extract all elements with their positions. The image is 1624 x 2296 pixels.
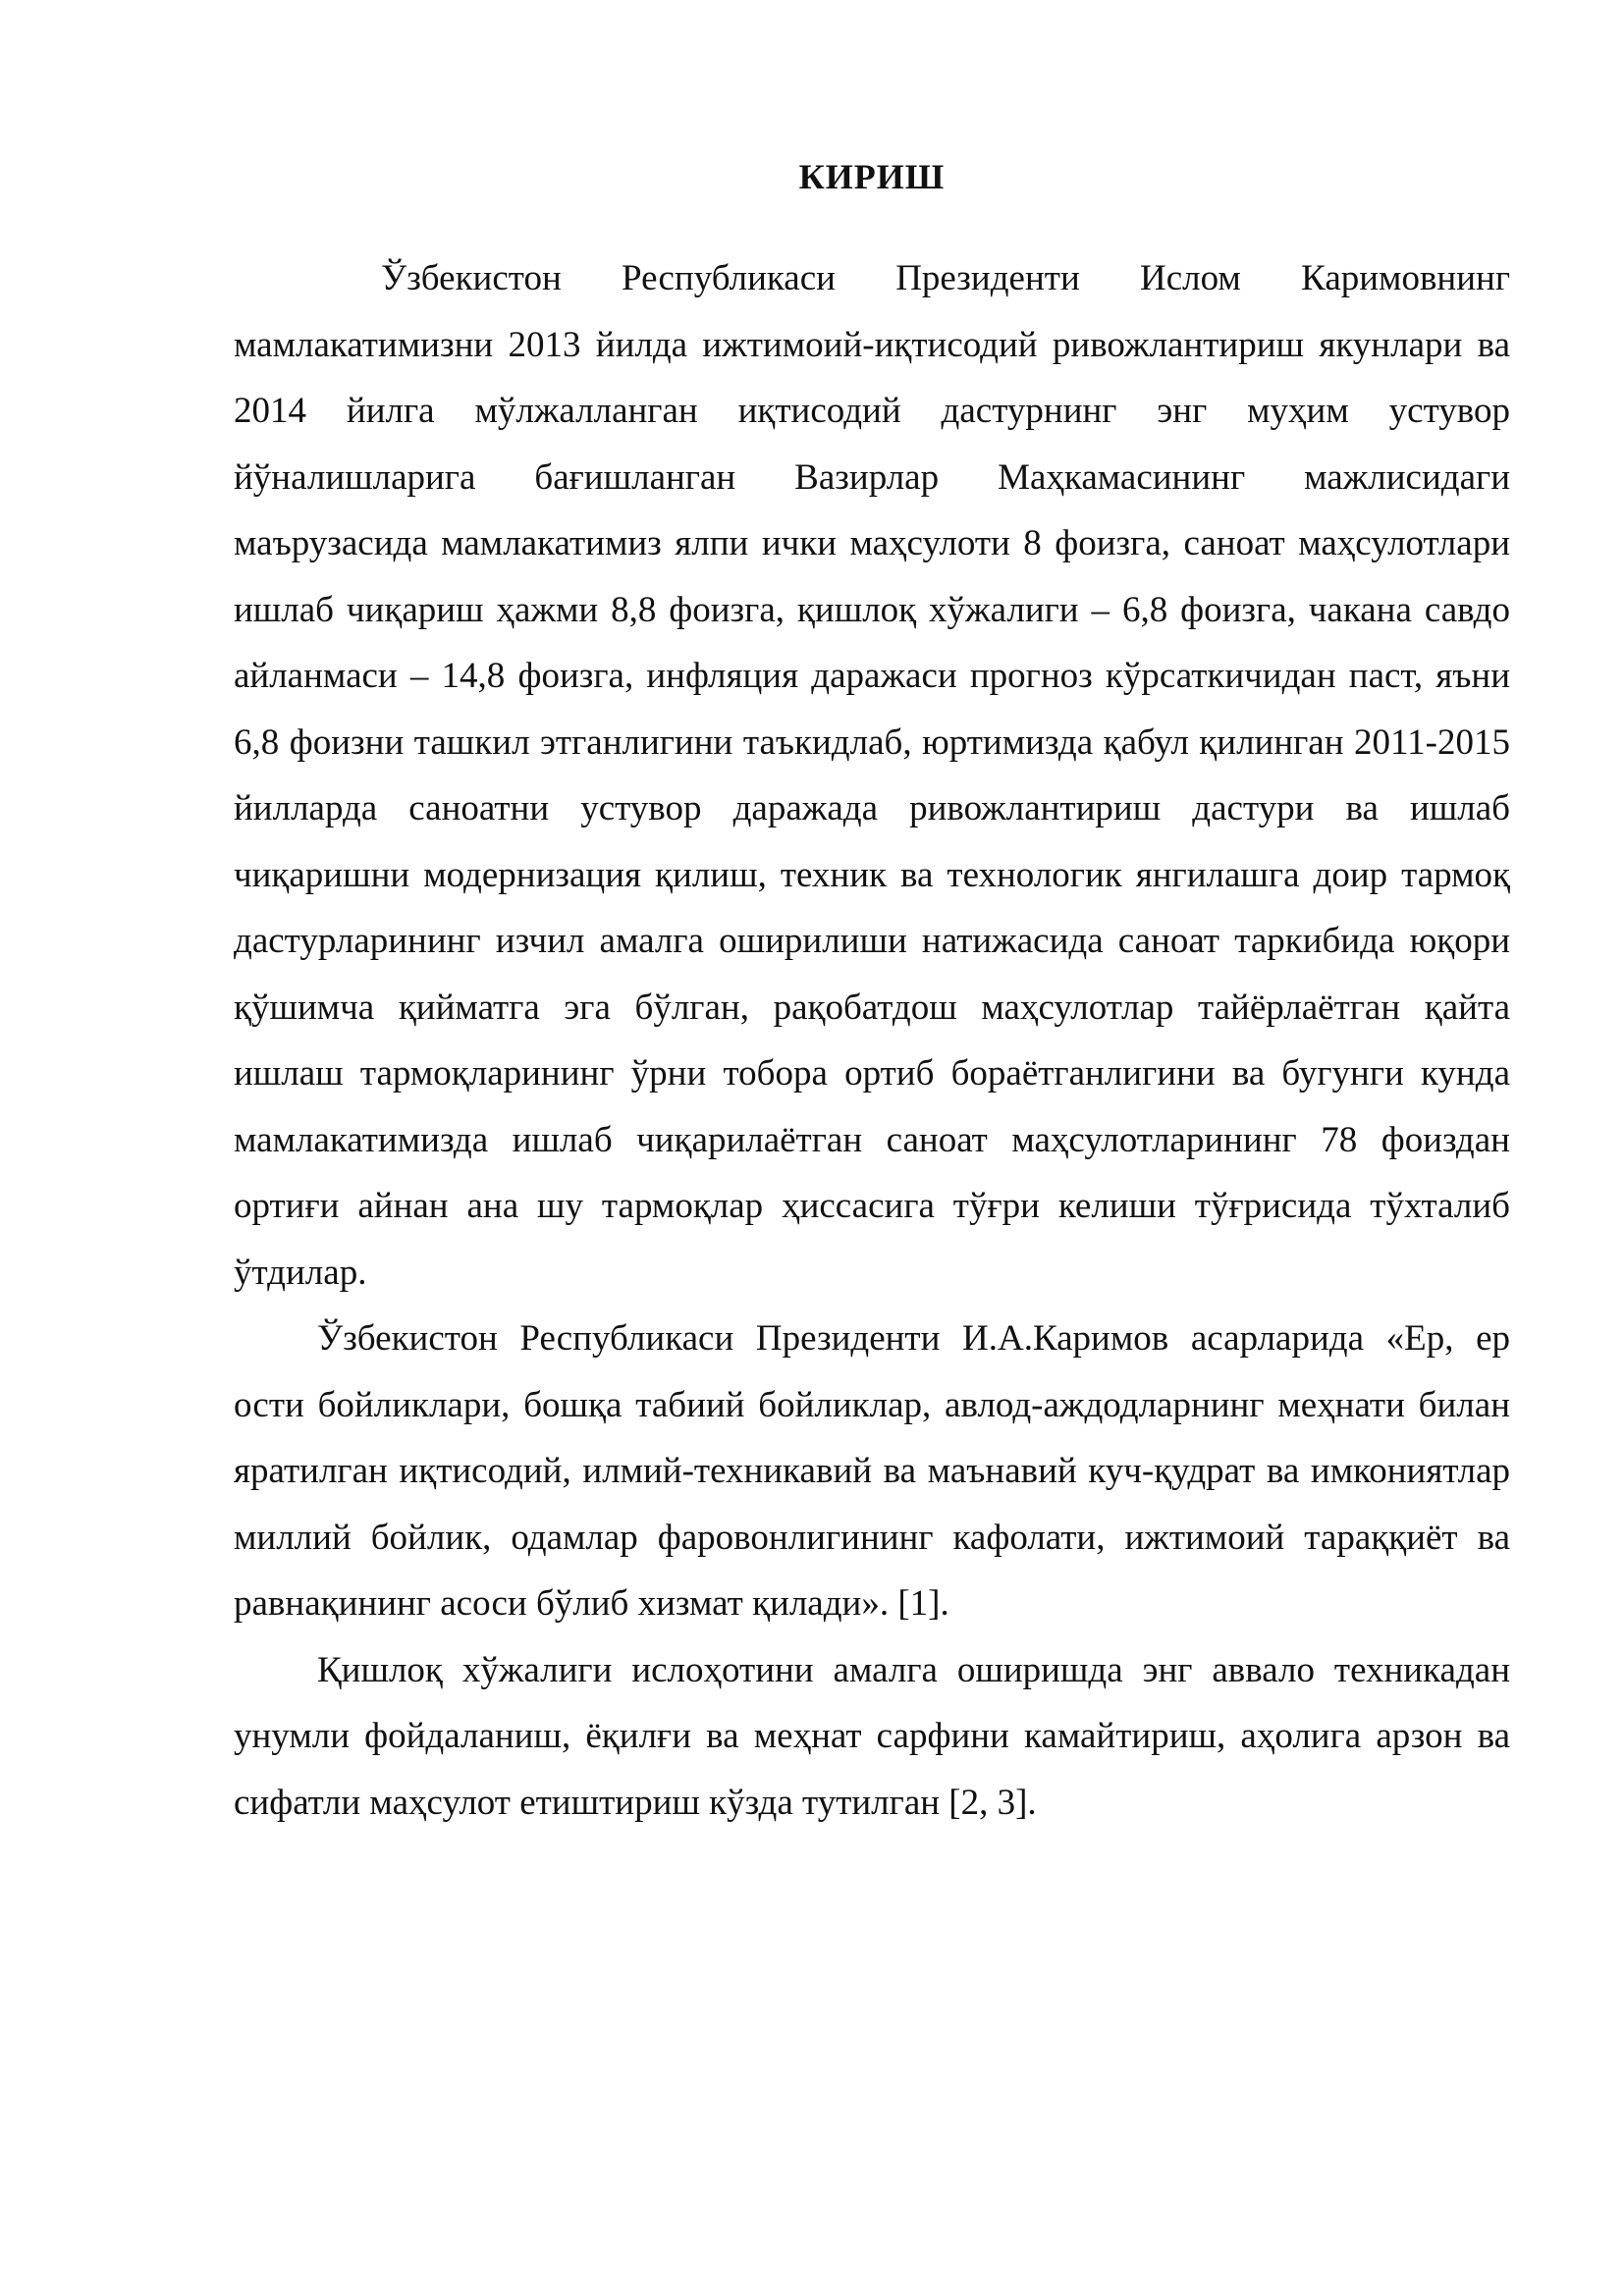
document-body	[234, 147, 1510, 1836]
paragraph-2: Ўзбекистон Республикаси Президенти И.А.Каримов асарларида «Ер, ер ости бойликлари, бошқа табиий бойликлар, авлод-аждодларнинг меҳнати билан яратилган иқтисодий, илмий-техникавий ва маънавий куч-қудрат ва имкониятлар миллий бойлик, одамлар фаровонлигининг кафолати, ижтимоий тараққиёт ва равнақининг асоси бўлиб хизмат қилади». [1].	[234, 1318, 1510, 1624]
page-title: КИРИШ	[798, 157, 946, 196]
paragraph-3: Қишлоқ хўжалиги ислоҳотини амалга оширишда энг аввало техникадан унумли фойдаланиш, ёқилғи ва меҳнат сарфини камайтириш, аҳолига арзон ва сифатли маҳсулот етиштириш кўзда тутилган [2, 3].	[234, 1649, 1510, 1823]
paragraph-1: Ўзбекистон Республикаси Президенти Ислом Каримовнинг мамлакатимизни 2013 йилда ижтимоий-иқтисодий ривожлантириш якунлари ва 2014 йилга мўлжалланган иқтисодий дастурнинг энг муҳим устувор йўналишларига бағишланган Вазирлар Маҳкамасининг мажлисидаги маърузасида мамлакатимиз ялпи ички маҳсулоти 8 фоизга, саноат маҳсулотлари ишлаб чиқариш ҳажми 8,8 фоизга, қишлоқ хўжалиги – 6,8 фоизга, чакана савдо айланмаси – 14,8 фоизга, инфляция даражаси прогноз кўрсаткичидан паст, яъни 6,8 фоизни ташкил этганлигини таъкидлаб, юртимизда қабул қилинган 2011-2015 йилларда саноатни устувор даражада ривожлантириш дастури ва ишлаб чиқаришни модернизация қилиш, техник ва технологик янгилашга доир тармоқ дастурларининг изчил амалга оширилиши натижасида саноат таркибида юқори қўшимча қийматга эга бўлган, рақобатдош маҳсулотлар тайёрлаётган қайта ишлаш тармоқларининг ўрни тобора ортиб бораётганлигини ва бугунги кунда мамлакатимизда ишлаб чиқарилаётган саноат маҳсулотларининг 78 фоиздан ортиғи айнан ана шу тармоқлар ҳиссасига тўғри келиши тўғрисида тўхталиб ўтдилар.	[234, 258, 1510, 1293]
